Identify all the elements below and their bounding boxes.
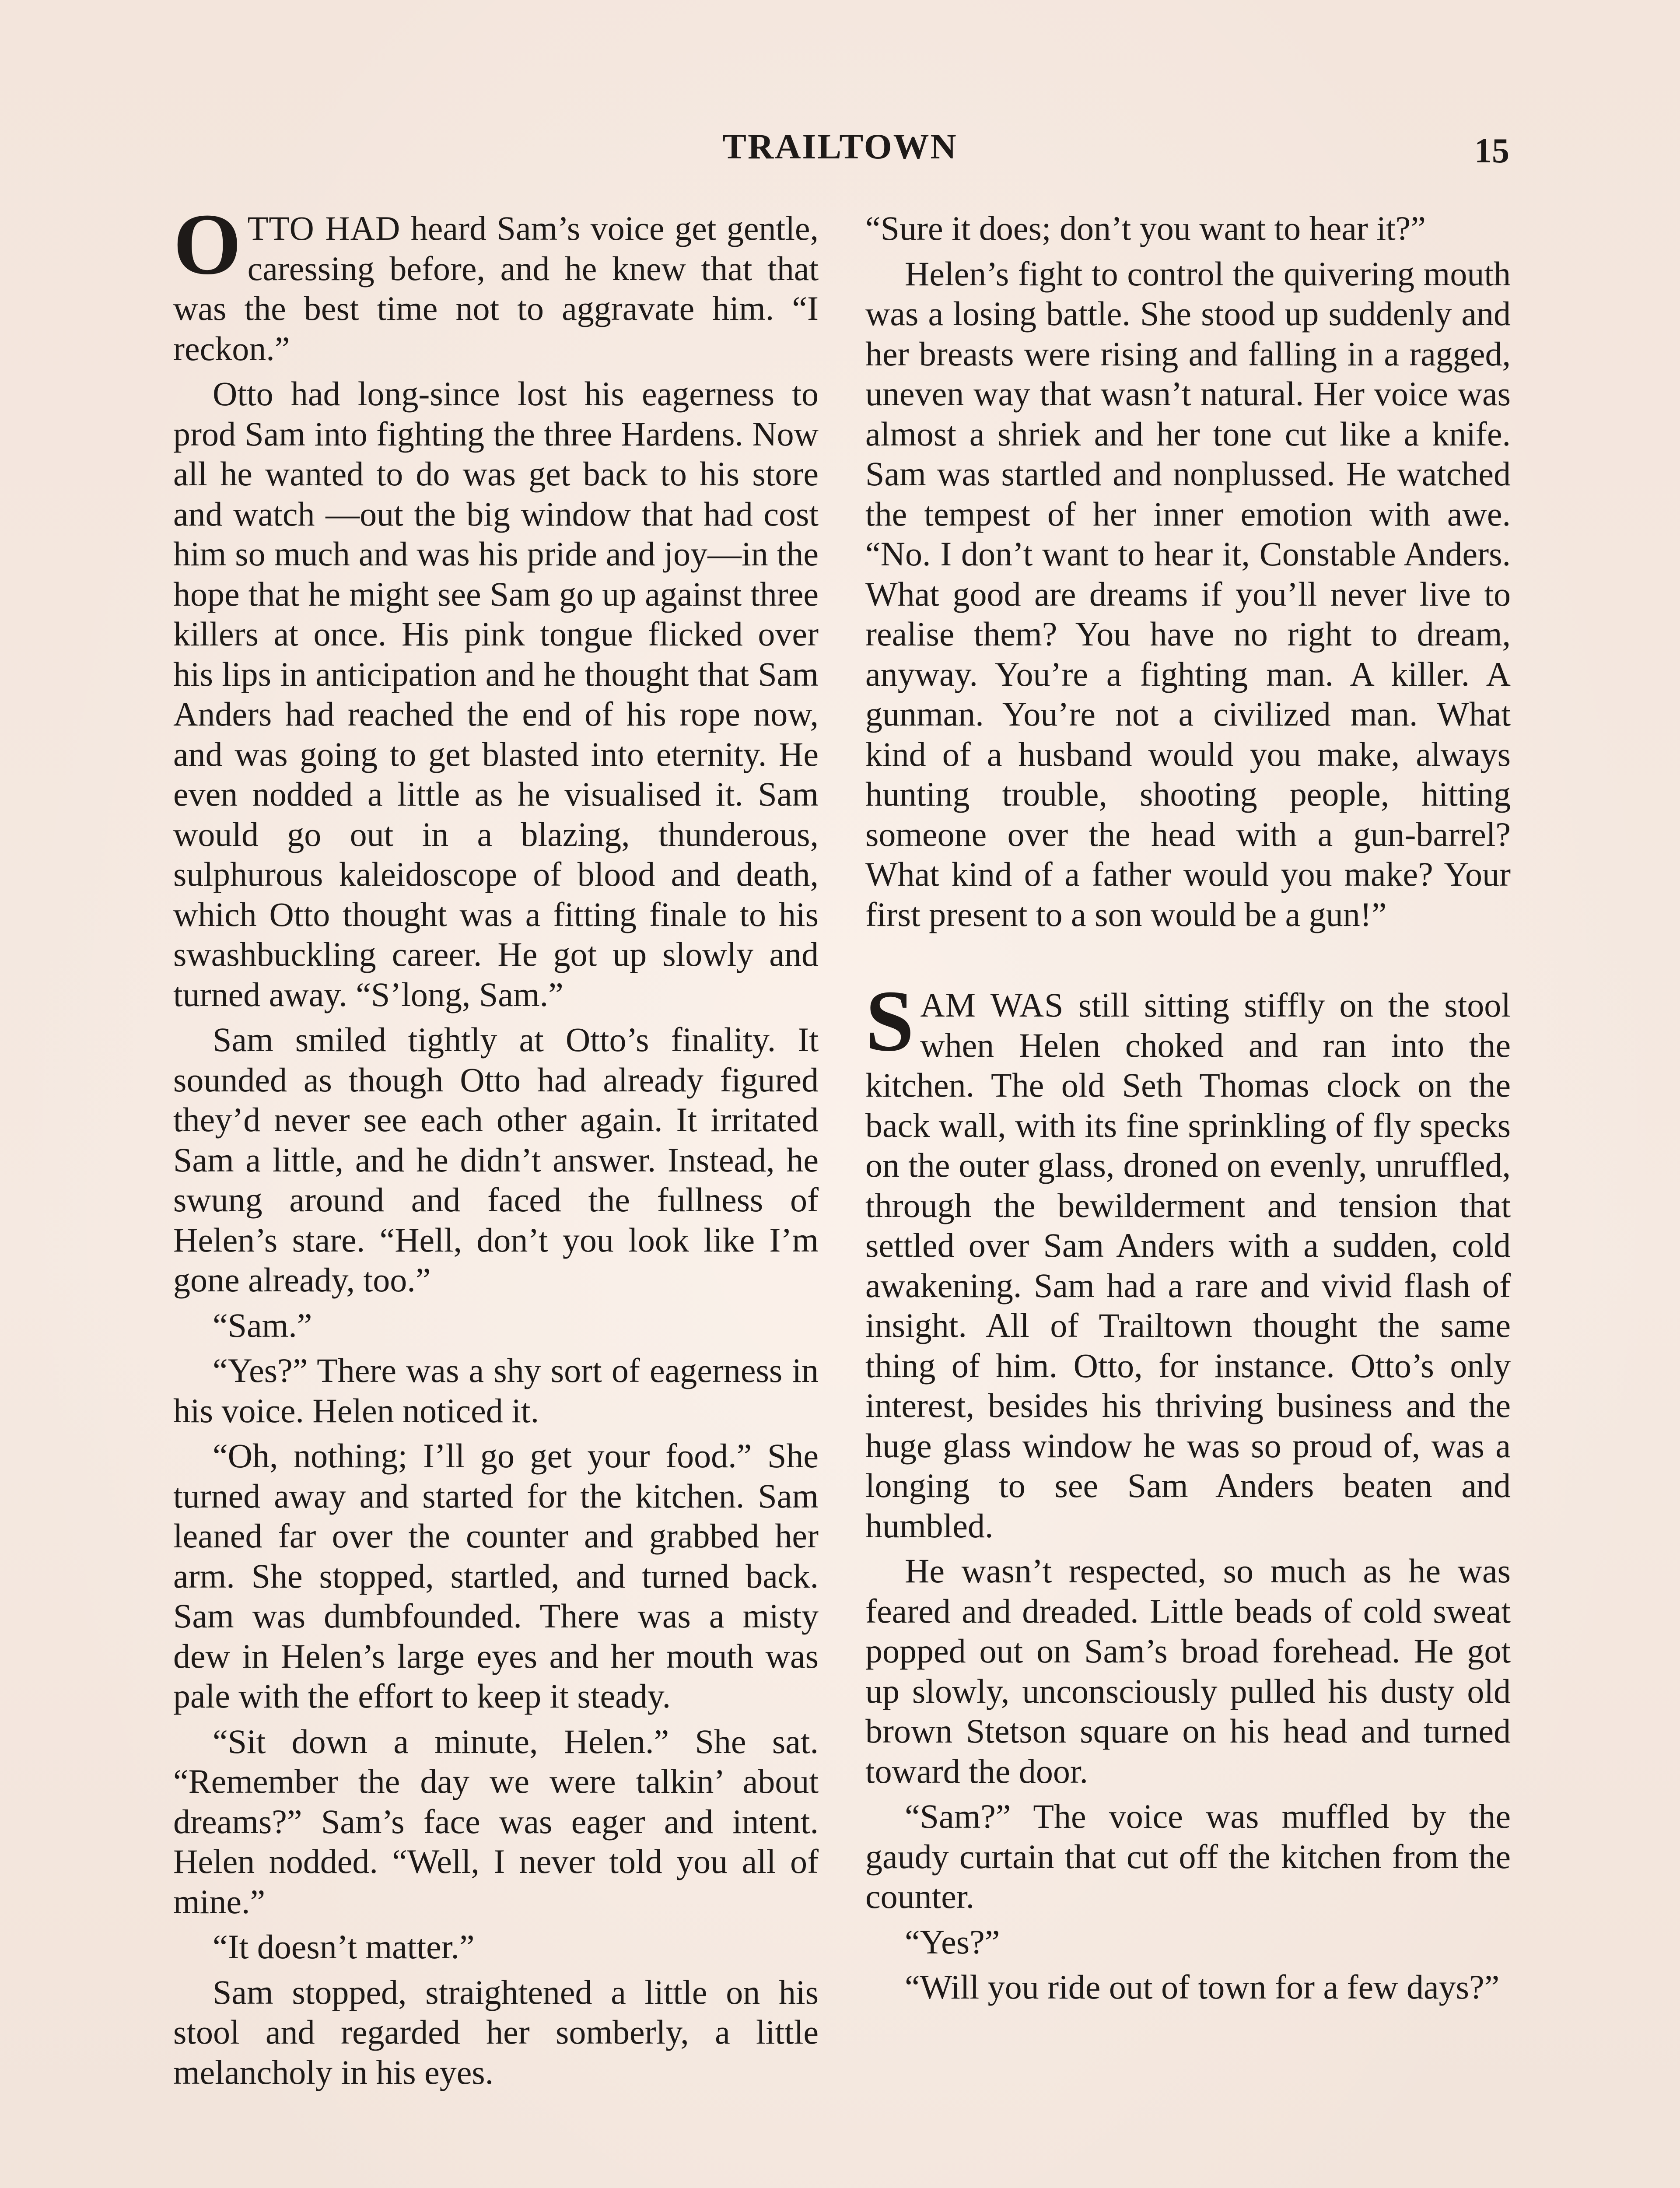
paragraph: Sam stopped, straightened a little on his stool and regarded her somberly, a little melancholy in his eyes.	[173, 1973, 819, 2091]
paragraph: “Sure it does; don’t you want to hear it?”	[865, 209, 1426, 247]
paragraph-text: heard Sam’s voice get gentle, caressing before, and he knew that that was the best time not to aggravate him. “I reckon.”	[173, 209, 819, 368]
left-column	[173, 196, 819, 2097]
paragraph: Sam smiled tightly at Otto’s finality. It sounded as though Otto had already figured they’d never see each other again. It irritated Sam a little, and he didn’t answer. Instead, he swung around and faced the fullness of Helen’s stare. “Hell, don’t you look like I’m gone already, too.”	[173, 1020, 819, 1299]
paragraph: “Sam.”	[213, 1306, 312, 1344]
running-title: TRAILTOWN	[722, 126, 958, 166]
paragraph: “Yes?”	[905, 1922, 1000, 1961]
paragraph	[865, 973, 1511, 1546]
paragraph: “Oh, nothing; I’ll go get your food.” She turned away and started for the kitchen. Sam leaned far over the counter and grabbed her arm. She stopped, startled, and turned back. Sam was dumbfounded. There was a misty dew in Helen’s large eyes and her mouth was pale with the effort to keep it steady.	[173, 1437, 819, 1715]
paragraph: “Sam?” The voice was muffled by the gaudy curtain that cut off the kitchen from the counter.	[865, 1797, 1511, 1915]
lead-in: AM WAS	[920, 986, 1064, 1024]
paragraph: Helen’s fight to control the quivering mouth was a losing battle. She stood up suddenly and her breasts were rising and falling in a ragged, uneven way that wasn’t natural. Her voice was almost a shriek and her tone cut like a knife. Sam was startled and nonplussed. He watched the tempest of her inner emotion with awe. “No. I don’t want to hear it, Constable Anders. What good are dreams if you’ll never live to realise them? You have no right to dream, anyway. You’re a fighting man. A killer. A gunman. You’re not a civilized man. What kind of a husband would you make, always hunting trouble, shooting people, hitting someone over the head with a gun-barrel? What kind of a father would you make? Your first present to a son would be a gun!”	[865, 254, 1511, 933]
paragraph: “Sit down a minute, Helen.” She sat. “Remember the day we were talkin’ about dreams?” Sam’s face was eager and intent. Helen nodded. “Well, I never told you all of mine.”	[173, 1722, 819, 1921]
section-break	[865, 940, 1511, 985]
paragraph: He wasn’t respected, so much as he was feared and dreaded. Little beads of cold sweat popped out on Sam’s broad forehead. He got up slowly, unconsciously pulled his dusty old brown Stetson square on his head and turned toward the door.	[865, 1552, 1511, 1790]
lead-in: TTO HAD	[247, 209, 401, 247]
paragraph-text: still sitting stiffly on the stool when Helen choked and ran into the kitchen. The old Seth Thomas clock on the back wall, with its fine sprinkling of fly specks on the outer glass, droned on evenly, unruffled, through the bewilderment and tension that settled over Sam Anders with a sudden, cold awakening. Sam had a rare and vivid flash of insight. All of Trailtown thought the same thing of him. Otto, for instance. Otto’s only interest, besides his thriving business and the huge glass window he was so proud of, was a longing to see Sam Anders beaten and humbled.	[865, 986, 1511, 1545]
paragraph: “It doesn’t matter.”	[213, 1928, 475, 1966]
drop-cap: S	[865, 973, 914, 1069]
paragraph: “Will you ride out of town for a few days?”	[905, 1968, 1500, 2006]
paragraph: “Yes?” There was a shy sort of eagerness in his voice. Helen noticed it.	[173, 1351, 819, 1430]
paragraph	[173, 196, 819, 368]
right-column	[865, 208, 1511, 2013]
page-number: 15	[1474, 132, 1509, 170]
paragraph: Otto had long-since lost his eagerness to prod Sam into fighting the three Hardens. Now all he wanted to do was get back to his store and watch —out the big window that had cost him so much and was his pride and joy—in the hope that he might see Sam go up against three killers at once. His pink tongue flicked over his lips in anticipation and he thought that Sam Anders had reached the end of his rope now, and was going to get blasted into eternity. He even nodded a little as he visualised it. Sam would go out in a blazing, thunderous, sulphurous kaleidoscope of blood and death, which Otto thought was a fitting finale to his swashbuckling career. He got up slowly and turned away. “S’long, Sam.”	[173, 375, 819, 1013]
drop-cap: O	[173, 196, 242, 293]
